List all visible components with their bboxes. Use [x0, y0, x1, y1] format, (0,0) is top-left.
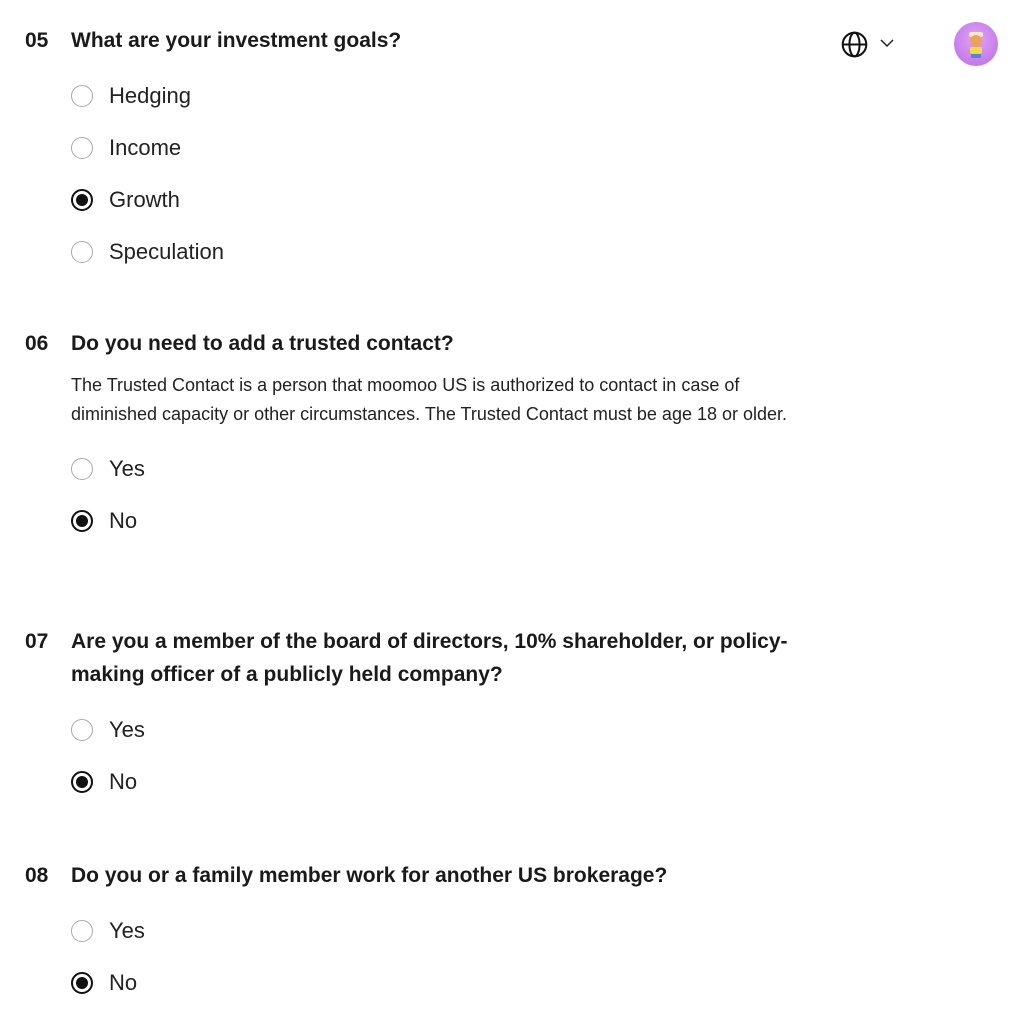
option-yes[interactable]: [71, 905, 825, 957]
radio-group: [71, 70, 825, 278]
option-no[interactable]: [71, 756, 825, 808]
radio-button-selected[interactable]: [71, 771, 93, 793]
chevron-down-icon[interactable]: [880, 38, 894, 48]
radio-group: [71, 704, 825, 808]
question-title: What are your investment goals?: [71, 28, 402, 52]
option-hedging[interactable]: [71, 70, 825, 122]
radio-button[interactable]: [71, 241, 93, 263]
radio-group: [71, 443, 825, 547]
option-label: No: [109, 970, 138, 995]
option-label: Yes: [109, 456, 145, 481]
question-number: 05: [25, 28, 49, 52]
option-label: No: [109, 769, 138, 794]
radio-button[interactable]: [71, 719, 93, 741]
option-yes[interactable]: [71, 704, 825, 756]
question-title: Are you a member of the board of directors, 10% shareholder, or policy-making officer of a publicly held company?: [71, 629, 788, 686]
radio-button[interactable]: [71, 85, 93, 107]
avatar[interactable]: [954, 22, 998, 66]
question-06: [25, 327, 825, 548]
option-speculation[interactable]: [71, 226, 825, 278]
question-number: 08: [25, 863, 49, 887]
globe-icon[interactable]: [841, 31, 868, 58]
option-no[interactable]: [71, 957, 825, 1009]
option-growth[interactable]: [71, 174, 825, 226]
question-08: [25, 859, 825, 1010]
radio-button[interactable]: [71, 920, 93, 942]
option-label: Income: [109, 135, 182, 160]
question-05: [25, 24, 825, 279]
option-yes[interactable]: [71, 443, 825, 495]
radio-button[interactable]: [71, 458, 93, 480]
question-number: 06: [25, 331, 49, 355]
question-07: [25, 625, 825, 809]
radio-button[interactable]: [71, 137, 93, 159]
option-label: Growth: [109, 187, 180, 212]
option-label: No: [109, 508, 138, 533]
question-title: Do you need to add a trusted contact?: [71, 331, 454, 355]
option-no[interactable]: [71, 495, 825, 547]
option-label: Speculation: [109, 239, 224, 264]
radio-button-selected[interactable]: [71, 510, 93, 532]
option-label: Hedging: [109, 83, 191, 108]
radio-group: [71, 905, 825, 1009]
question-number: 07: [25, 629, 49, 653]
radio-button-selected[interactable]: [71, 189, 93, 211]
option-label: Yes: [109, 918, 145, 943]
question-title: Do you or a family member work for another US brokerage?: [71, 863, 668, 887]
question-description: The Trusted Contact is a person that moomoo US is authorized to contact in case of diminished capacity or other circumstances. The Trusted Contact must be age 18 or older.: [71, 374, 788, 424]
option-income[interactable]: [71, 122, 825, 174]
option-label: Yes: [109, 717, 145, 742]
radio-button-selected[interactable]: [71, 972, 93, 994]
